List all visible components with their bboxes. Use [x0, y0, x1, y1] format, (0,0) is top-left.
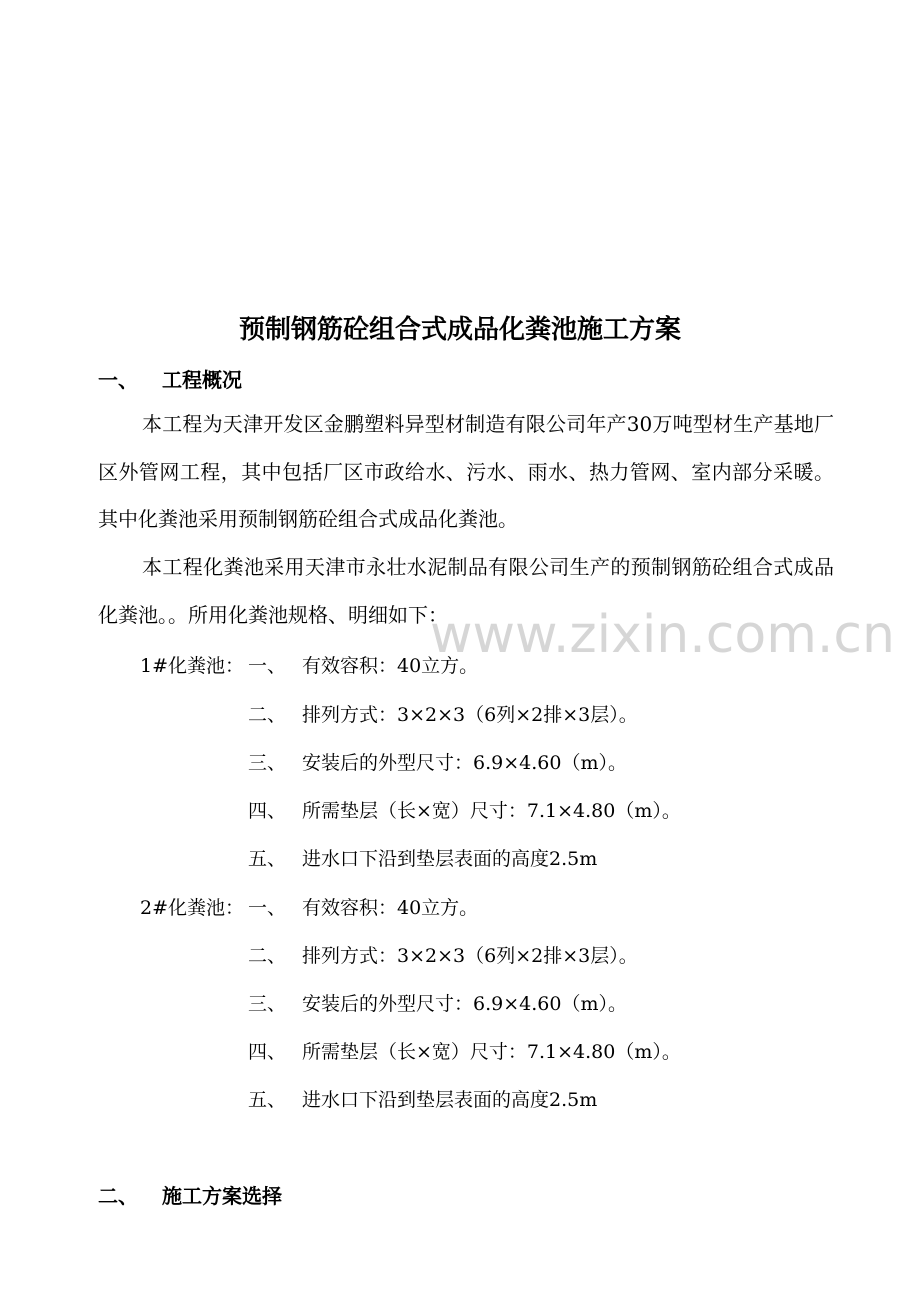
tank-1-item-3-ordinal: 三、: [248, 752, 287, 774]
tank-2-item-5-text: 进水口下沿到垫层表面的高度2.5m: [302, 1089, 598, 1111]
tank-1-item-5-text: 进水口下沿到垫层表面的高度2.5m: [302, 848, 598, 870]
tank-2-item-4-ordinal: 四、: [248, 1041, 287, 1063]
tank-2-item-2-text: 排列方式：3×2×3（6列×2排×3层）。: [302, 945, 638, 967]
paragraph-text: 本工程为天津开发区金鹏塑料异型材制造有限公司年产30万吨型材生产基地厂区外管网工程，其中包括厂区市政给水、污水、雨水、热力管网、室内部分采暖。其中化粪池采用预制钢筋砼组合式成品化粪池。: [98, 412, 834, 531]
watermark-label: www.zixin.com.cn: [430, 605, 895, 665]
section-1-heading: [98, 366, 498, 394]
tank-2-label: 2#化粪池：: [140, 897, 245, 919]
tank-1-item-1-ordinal: 一、: [248, 655, 287, 677]
tank-2-item-2-ordinal: 二、: [248, 945, 287, 967]
tank-2-item-5-ordinal: 五、: [248, 1089, 287, 1111]
tank-2-item-1-text: 有效容积：40立方。: [302, 897, 479, 919]
tank-1-item-2-text: 排列方式：3×2×3（6列×2排×3层）。: [302, 704, 638, 726]
overview-paragraph-1: [98, 401, 834, 544]
tank-1-item-5-ordinal: 五、: [248, 848, 287, 870]
paragraph-text: 本工程化粪池采用天津市永壮水泥制品有限公司生产的预制钢筋砼组合式成品化粪池。。所用化粪池规格、明细如下：: [98, 555, 834, 627]
tank-2-item-4-text: 所需垫层（长×宽）尺寸：7.1×4.80（m）。: [302, 1041, 681, 1063]
section-2-heading: [98, 1182, 498, 1210]
tank-1-item-2-ordinal: 二、: [248, 704, 287, 726]
tank-1-item-1-text: 有效容积：40立方。: [302, 655, 479, 677]
document-title: 预制钢筋砼组合式成品化粪池施工方案: [238, 315, 681, 345]
tank-2-item-3-text: 安装后的外型尺寸：6.9×4.60（m）。: [302, 993, 627, 1015]
tank-2-item-3-ordinal: 三、: [248, 993, 287, 1015]
overview-paragraph-2: [98, 544, 834, 639]
tank-1-item-4-ordinal: 四、: [248, 800, 287, 822]
section-1-number: 一、: [98, 368, 138, 392]
tank-1-label: 1#化粪池：: [140, 655, 245, 677]
section-1-title: 工程概况: [162, 368, 242, 392]
section-2-title: 施工方案选择: [162, 1184, 282, 1208]
tank-1-item-4-text: 所需垫层（长×宽）尺寸：7.1×4.80（m）。: [302, 800, 681, 822]
tank-2-item-1-ordinal: 一、: [248, 897, 287, 919]
section-2-number: 二、: [98, 1184, 138, 1208]
tank-1-item-3-text: 安装后的外型尺寸：6.9×4.60（m）。: [302, 752, 627, 774]
